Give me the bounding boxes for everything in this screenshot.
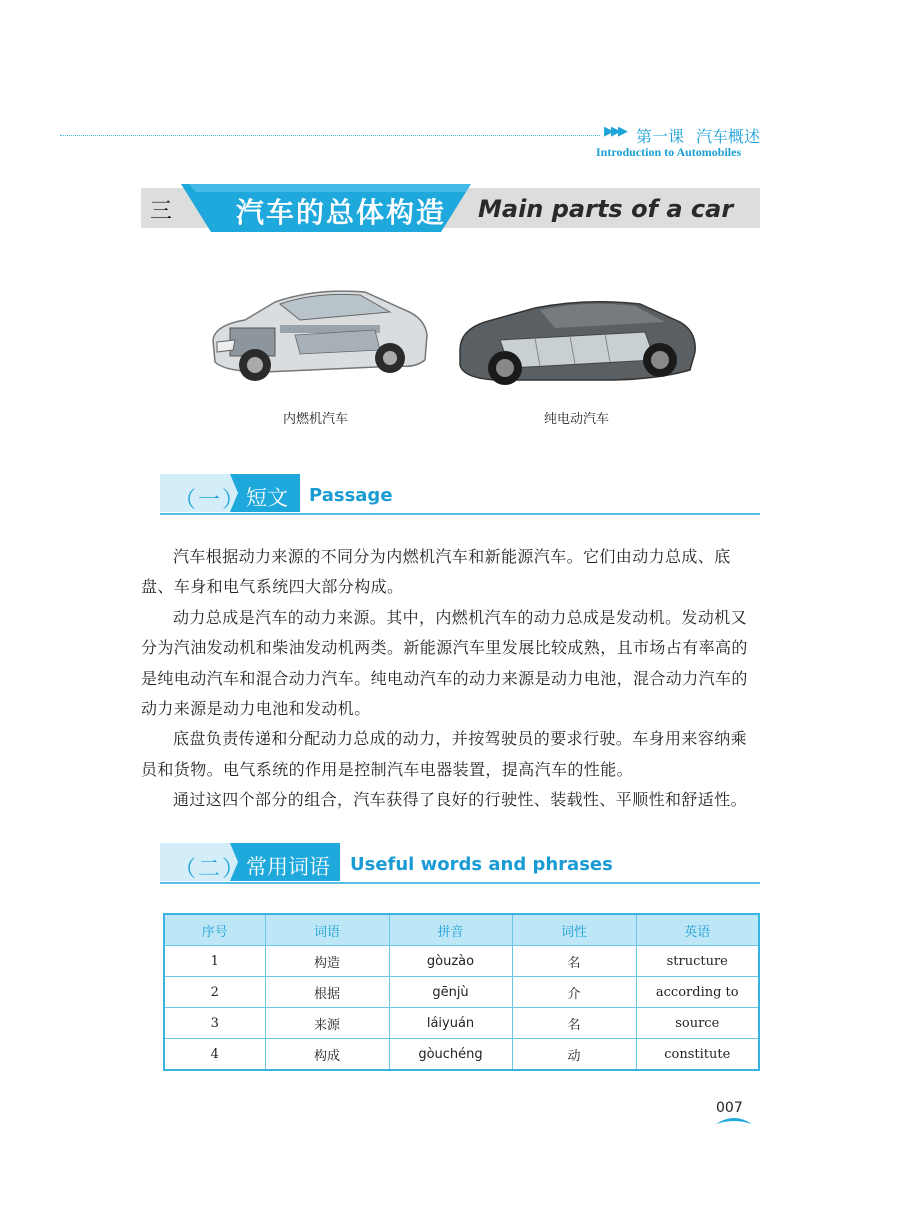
cell-index: 2: [164, 977, 265, 1008]
cell-english: structure: [636, 946, 759, 977]
table-row: [164, 1008, 759, 1039]
passage-paragraph: 通过这四个部分的组合，汽车获得了良好的行驶性、装载性、平顺性和舒适性。: [173, 790, 748, 810]
cell-index: 3: [164, 1008, 265, 1039]
vocab-heading-number: （二）: [174, 857, 247, 882]
ice-car-illustration: [205, 280, 430, 390]
cell-index: 1: [164, 946, 265, 977]
vocab-heading-en: Useful words and phrases: [350, 854, 613, 875]
page-number-swoosh: [716, 1116, 752, 1126]
cell-word: 构造: [265, 946, 389, 977]
passage-heading: [160, 474, 760, 514]
vocab-heading: [160, 843, 760, 883]
col-header-pos: 词性: [512, 914, 636, 946]
table-header-row: [164, 914, 759, 946]
passage-paragraph: 动力总成是汽车的动力来源。其中，内燃机汽车的动力总成是发动机。发动机又分为汽油发动机和柴油发动机两类。新能源汽车里发展比较成熟，且市场占有率高的是纯电动汽车和混合动力汽车。纯电动汽车的动力来源是动力电池，混合动力汽车的动力来源是动力电池和发动机。: [141, 607, 748, 719]
passage-paragraph: 汽车根据动力来源的不同分为内燃机汽车和新能源汽车。它们由动力总成、底盘、车身和电气系统四大部分构成。: [141, 547, 731, 597]
vocab-heading-cn: 常用词语: [246, 855, 330, 879]
passage-heading-en: Passage: [309, 485, 393, 506]
ev-car-illustration: [455, 290, 700, 390]
col-header-word: 词语: [265, 914, 389, 946]
section-title-cn: 汽车的总体构造: [236, 196, 447, 229]
col-header-pinyin: 拼音: [389, 914, 512, 946]
cell-english: according to: [636, 977, 759, 1008]
section-number: 三: [150, 199, 173, 224]
cell-pos: 介: [512, 977, 636, 1008]
cell-english: source: [636, 1008, 759, 1039]
cell-pinyin: láiyuán: [389, 1008, 512, 1039]
page-number: 007: [716, 1100, 743, 1116]
figure-caption-ev-car: 纯电动汽车: [544, 412, 610, 427]
passage-heading-cn: 短文: [246, 486, 288, 510]
lesson-label: 第一课: [636, 127, 685, 146]
cell-word: 构成: [265, 1039, 389, 1071]
cell-pinyin: gēnjù: [389, 977, 512, 1008]
lesson-title-en: Introduction to Automobiles: [596, 145, 742, 159]
header-dotted-rule: [60, 135, 600, 136]
table-row: [164, 946, 759, 977]
col-header-english: 英语: [636, 914, 759, 946]
cell-index: 4: [164, 1039, 265, 1071]
passage-heading-number: （一）: [174, 488, 247, 513]
section-title-en: Main parts of a car: [478, 195, 734, 223]
lesson-title: 汽车概述: [696, 127, 761, 146]
lesson-title-cn: [636, 124, 772, 147]
col-header-index: 序号: [164, 914, 265, 946]
table-row: [164, 977, 759, 1008]
triple-arrow-icon: ▶▶▶: [604, 124, 625, 139]
passage-paragraph: 底盘负责传递和分配动力总成的动力，并按驾驶员的要求行驶。车身用来容纳乘员和货物。电气系统的作用是控制汽车电器装置，提高汽车的性能。: [141, 729, 748, 779]
vocab-table: [163, 913, 760, 1071]
cell-english: constitute: [636, 1039, 759, 1071]
cell-pos: 动: [512, 1039, 636, 1071]
cell-pinyin: gòuzào: [389, 946, 512, 977]
cell-pinyin: gòuchéng: [389, 1039, 512, 1071]
passage-body: [141, 542, 761, 816]
cell-pos: 名: [512, 1008, 636, 1039]
figure-caption-ice-car: 内燃机汽车: [283, 412, 349, 427]
table-row: [164, 1039, 759, 1071]
cell-word: 来源: [265, 1008, 389, 1039]
cell-pos: 名: [512, 946, 636, 977]
cell-word: 根据: [265, 977, 389, 1008]
